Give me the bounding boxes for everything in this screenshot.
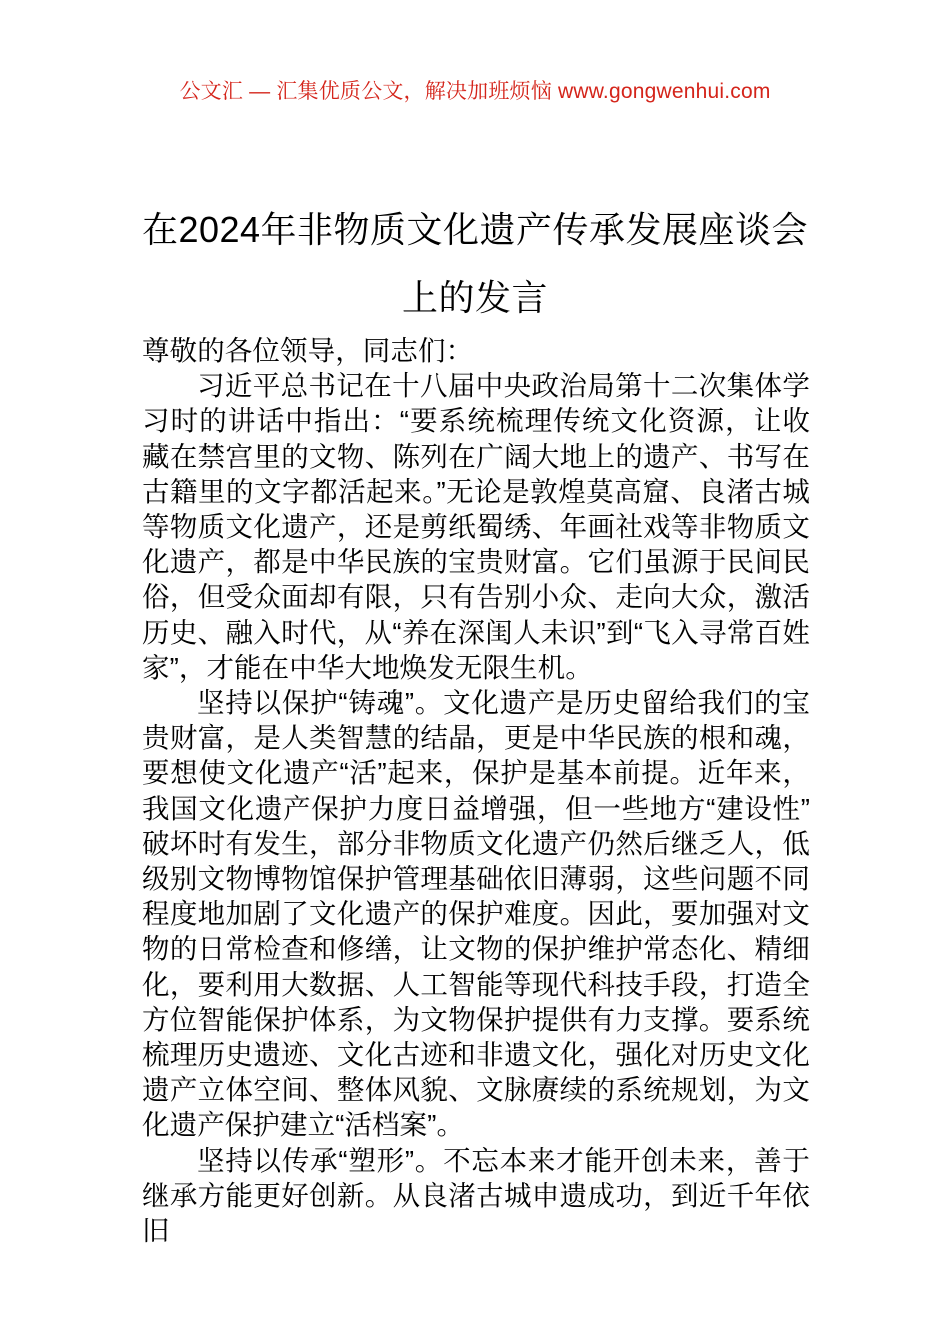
site-watermark-header bbox=[0, 78, 950, 106]
page-title: 在2024年非物质文化遗产传承发展座谈会上的发言 bbox=[141, 209, 809, 319]
body-paragraph-2: 坚持以保护“铸魂”。文化遗产是历史留给我们的宝贵财富，是人类智慧的结晶，更是中华民族的根和魂，要想使文化遗产“活”起来，保护是基本前提。近年来，我国文化遗产保护力度日益增强，但一些地方“建设性”破坏时有发生，部分非物质文化遗产仍然后继乏人，低级别文物博物馆保护管理基础依旧薄弱，这些问题不同程度地加剧了文化遗产的保护难度。因此，要加强对文物的日常检查和修缮，让文物的保护维护常态化、精细化，要利用大数据、人工智能等现代科技手段，打造全方位智能保护体系，为文物保护提供有力支撑。要系统梳理历史遗迹、文化古迹和非遗文化，强化对历史文化遗产立体空间、整体风貌、文脉赓续的系统规划，为文化遗产保护建立“活档案”。 bbox=[142, 687, 810, 1141]
document-body bbox=[142, 333, 810, 1248]
body-paragraph-1: 习近平总书记在十八届中央政治局第十二次集体学习时的讲话中指出：“要系统梳理传统文化资源，让收藏在禁宫里的文物、陈列在广阔大地上的遗产、书写在古籍里的文字都活起来。”无论是敦煌莫高窟、良渚古城等物质文化遗产，还是剪纸蜀绣、年画社戏等非物质文化遗产，都是中华民族的宝贵财富。它们虽源于民间民俗，但受众面却有限，只有告别小众、走向大众，激活历史、融入时代，从“养在深闺人未识”到“飞入寻常百姓家”，才能在中华大地焕发无限生机。 bbox=[142, 370, 810, 683]
site-watermark-text: 公文汇 — 汇集优质公文，解决加班烦恼 www.gongwenhui.com bbox=[179, 80, 771, 103]
body-paragraph-3: 坚持以传承“塑形”。不忘本来才能开创未来，善于继承方能更好创新。从良渚古城申遗成功，到近千年依旧 bbox=[142, 1144, 810, 1247]
salutation-line: 尊敬的各位领导，同志们： bbox=[142, 335, 474, 366]
